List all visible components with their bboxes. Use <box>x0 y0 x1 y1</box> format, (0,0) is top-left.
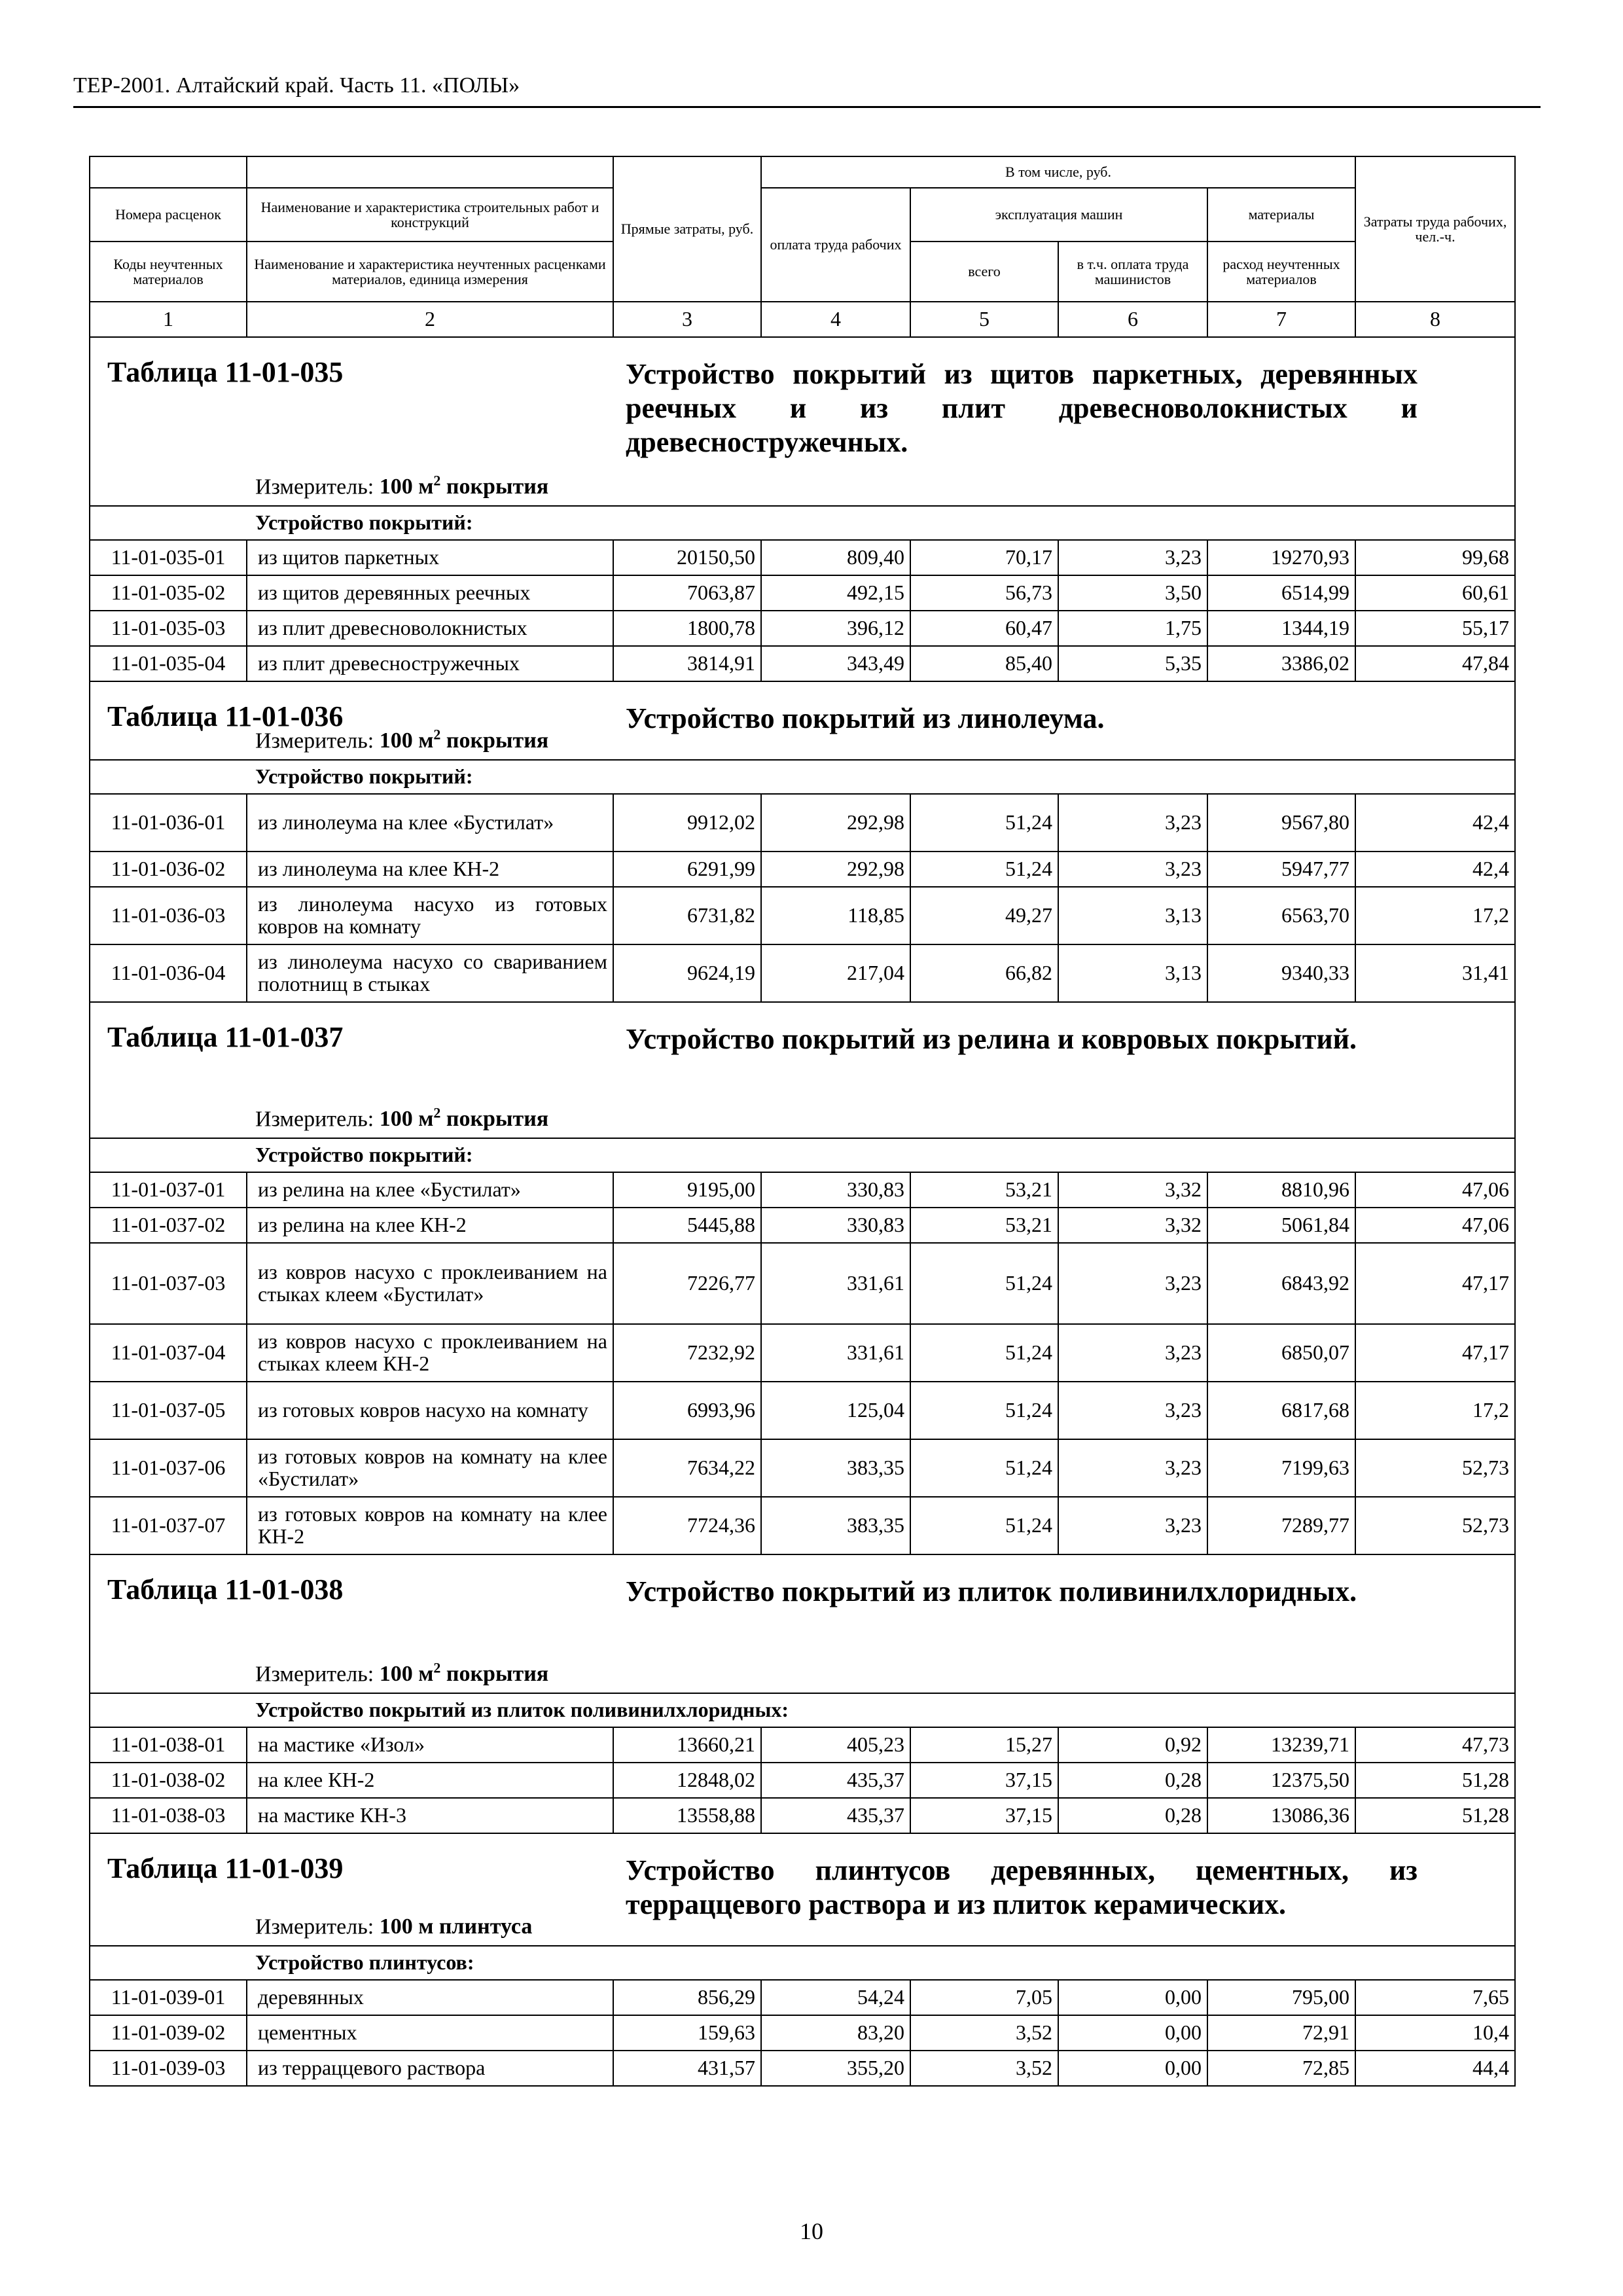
measure-suffix: покрытия <box>440 1662 549 1687</box>
rate-code-cell: 11-01-038-01 <box>90 1727 247 1763</box>
rate-name-cell: цементных <box>247 2015 613 2051</box>
machines-total-cell: 15,27 <box>910 1727 1058 1763</box>
table-title-cell <box>90 337 1515 506</box>
column-number: 1 <box>90 302 247 337</box>
materials-cell: 6817,68 <box>1207 1382 1355 1439</box>
table-label: Таблица 11-01-035 <box>107 356 344 388</box>
machines-total-cell: 85,40 <box>910 646 1058 681</box>
materials-cell: 795,00 <box>1207 1980 1355 2015</box>
direct-costs-cell: 856,29 <box>613 1980 761 2015</box>
measure-unit <box>255 1105 548 1131</box>
machines-total-cell: 70,17 <box>910 540 1058 575</box>
direct-costs-cell: 6291,99 <box>613 852 761 887</box>
rate-code-cell: 11-01-038-02 <box>90 1763 247 1798</box>
worker-pay-cell: 355,20 <box>761 2051 910 2086</box>
table-title: Устройство плинтусов деревянных, цементных, из терраццевого раствора и из плиток керамических. <box>626 1854 1418 1920</box>
machines-total-cell: 51,24 <box>910 852 1058 887</box>
rate-name-cell: на клее КН-2 <box>247 1763 613 1798</box>
machines-total-cell: 60,47 <box>910 611 1058 646</box>
rate-code-cell: 11-01-036-01 <box>90 794 247 852</box>
machines-total-cell: 66,82 <box>910 944 1058 1002</box>
measure-suffix: покрытия <box>440 475 549 499</box>
labor-hours-cell: 99,68 <box>1355 540 1515 575</box>
measure-value-text: 100 м <box>379 475 434 499</box>
table-row <box>90 1172 1515 1208</box>
labor-hours-cell: 44,4 <box>1355 2051 1515 2086</box>
materials-cell: 6514,99 <box>1207 575 1355 611</box>
rate-name-cell: на мастике «Изол» <box>247 1727 613 1763</box>
rate-code-cell: 11-01-037-06 <box>90 1439 247 1497</box>
machinist-pay-cell: 0,00 <box>1058 1980 1207 2015</box>
table-title-cell <box>90 681 1515 760</box>
measure-prefix: Измеритель: <box>255 1107 374 1132</box>
machinist-pay-cell: 3,23 <box>1058 1243 1207 1324</box>
column-number: 7 <box>1207 302 1355 337</box>
labor-hours-cell: 47,17 <box>1355 1324 1515 1382</box>
subheading-row <box>90 760 1515 794</box>
table-row <box>90 1243 1515 1324</box>
table-label: Таблица 11-01-039 <box>107 1852 344 1884</box>
machines-total-cell: 51,24 <box>910 1497 1058 1554</box>
worker-pay-cell: 83,20 <box>761 2015 910 2051</box>
labor-hours-cell: 52,73 <box>1355 1497 1515 1554</box>
labor-hours-cell: 51,28 <box>1355 1763 1515 1798</box>
column-number: 3 <box>613 302 761 337</box>
materials-cell: 5061,84 <box>1207 1208 1355 1243</box>
labor-hours-cell: 42,4 <box>1355 794 1515 852</box>
header-material-consumption: расход неучтенных материалов <box>1207 242 1355 302</box>
rate-code-cell: 11-01-037-03 <box>90 1243 247 1324</box>
machinist-pay-cell: 3,13 <box>1058 944 1207 1002</box>
direct-costs-cell: 7226,77 <box>613 1243 761 1324</box>
direct-costs-cell: 3814,91 <box>613 646 761 681</box>
header-row-1 <box>90 156 1515 188</box>
measure-unit <box>255 727 548 753</box>
measure-superscript: 2 <box>433 1104 441 1121</box>
machines-total-cell: 51,24 <box>910 794 1058 852</box>
worker-pay-cell: 54,24 <box>761 1980 910 2015</box>
machines-total-cell: 51,24 <box>910 1439 1058 1497</box>
machines-total-cell: 3,52 <box>910 2051 1058 2086</box>
worker-pay-cell: 396,12 <box>761 611 910 646</box>
rate-name-cell: из готовых ковров на комнату на клее «Бустилат» <box>247 1439 613 1497</box>
table-row <box>90 611 1515 646</box>
worker-pay-cell: 292,98 <box>761 852 910 887</box>
table-title: Устройство покрытий из щитов паркетных, деревянных реечных и из плит древесноволокнистых и древесностружечных. <box>626 358 1418 458</box>
header-machines-group: эксплуатация машин <box>910 188 1207 242</box>
table-title-cell <box>90 1833 1515 1946</box>
table-row <box>90 1382 1515 1439</box>
machinist-pay-cell: 3,23 <box>1058 794 1207 852</box>
table-label: Таблица 11-01-038 <box>107 1573 344 1605</box>
machinist-pay-cell: 0,00 <box>1058 2015 1207 2051</box>
measure-value <box>380 728 549 753</box>
rate-name-cell: из плит древесноволокнистых <box>247 611 613 646</box>
labor-hours-cell: 7,65 <box>1355 1980 1515 2015</box>
direct-costs-cell: 13558,88 <box>613 1798 761 1833</box>
machines-total-cell: 49,27 <box>910 887 1058 944</box>
table-title-box <box>90 1834 1514 1945</box>
table-title-box <box>90 1003 1514 1138</box>
table-row <box>90 1208 1515 1243</box>
worker-pay-cell: 292,98 <box>761 794 910 852</box>
machinist-pay-cell: 3,13 <box>1058 887 1207 944</box>
measure-value <box>379 1659 549 1687</box>
labor-hours-cell: 47,84 <box>1355 646 1515 681</box>
worker-pay-cell: 383,35 <box>761 1497 910 1554</box>
direct-costs-cell: 1800,78 <box>613 611 761 646</box>
machinist-pay-cell: 3,23 <box>1058 540 1207 575</box>
worker-pay-cell: 217,04 <box>761 944 910 1002</box>
direct-costs-cell: 13660,21 <box>613 1727 761 1763</box>
subheading-row <box>90 506 1515 540</box>
rate-name-cell: из линолеума насухо со свариванием полотнищ в стыках <box>247 944 613 1002</box>
labor-hours-cell: 10,4 <box>1355 2015 1515 2051</box>
materials-cell: 13086,36 <box>1207 1798 1355 1833</box>
table-row <box>90 1324 1515 1382</box>
rate-name-cell: из ковров насухо с проклеиванием на стыках клеем «Бустилат» <box>247 1243 613 1324</box>
labor-hours-cell: 55,17 <box>1355 611 1515 646</box>
measure-value <box>379 472 549 499</box>
worker-pay-cell: 383,35 <box>761 1439 910 1497</box>
table-title: Устройство покрытий из линолеума. <box>626 702 1105 734</box>
header-group-including: В том числе, руб. <box>761 156 1355 188</box>
labor-hours-cell: 17,2 <box>1355 887 1515 944</box>
rate-name-cell: из релина на клее КН-2 <box>247 1208 613 1243</box>
machinist-pay-cell: 0,28 <box>1058 1798 1207 1833</box>
materials-cell: 6843,92 <box>1207 1243 1355 1324</box>
table-row <box>90 1798 1515 1833</box>
subheading: Устройство плинтусов: <box>90 1946 1515 1980</box>
direct-costs-cell: 6731,82 <box>613 887 761 944</box>
page-number: 10 <box>800 2218 823 2244</box>
header-worker-pay: оплата труда рабочих <box>761 188 910 302</box>
rate-code-cell: 11-01-036-03 <box>90 887 247 944</box>
table-row <box>90 1727 1515 1763</box>
machinist-pay-cell: 0,92 <box>1058 1727 1207 1763</box>
table-row <box>90 1763 1515 1798</box>
column-number: 5 <box>910 302 1058 337</box>
machinist-pay-cell: 0,00 <box>1058 2051 1207 2086</box>
direct-costs-cell: 20150,50 <box>613 540 761 575</box>
machinist-pay-cell: 3,32 <box>1058 1172 1207 1208</box>
direct-costs-cell: 5445,88 <box>613 1208 761 1243</box>
measure-suffix: покрытия <box>440 1107 549 1132</box>
worker-pay-cell: 330,83 <box>761 1172 910 1208</box>
materials-cell: 3386,02 <box>1207 646 1355 681</box>
labor-hours-cell: 47,73 <box>1355 1727 1515 1763</box>
table-title-box <box>90 338 1514 505</box>
rate-name-cell: из плит древесностружечных <box>247 646 613 681</box>
rates-table <box>89 156 1516 2087</box>
measure-value-text: 100 м <box>379 1107 434 1132</box>
worker-pay-cell: 125,04 <box>761 1382 910 1439</box>
header-rule <box>73 106 1541 108</box>
rate-code-cell: 11-01-035-02 <box>90 575 247 611</box>
materials-cell: 72,85 <box>1207 2051 1355 2086</box>
materials-cell: 12375,50 <box>1207 1763 1355 1798</box>
running-header: ТЕР-2001. Алтайский край. Часть 11. «ПОЛЫ» <box>73 73 520 98</box>
materials-cell: 19270,93 <box>1207 540 1355 575</box>
machines-total-cell: 51,24 <box>910 1382 1058 1439</box>
table-title-row <box>90 337 1515 506</box>
rate-code-cell: 11-01-035-03 <box>90 611 247 646</box>
rate-name-cell: из ковров насухо с проклеиванием на стыках клеем КН-2 <box>247 1324 613 1382</box>
rate-name-cell: деревянных <box>247 1980 613 2015</box>
worker-pay-cell: 343,49 <box>761 646 910 681</box>
rate-code-cell: 11-01-036-02 <box>90 852 247 887</box>
table-title-cell <box>90 1554 1515 1693</box>
column-number-row <box>90 302 1515 337</box>
rate-code-cell: 11-01-035-01 <box>90 540 247 575</box>
machinist-pay-cell: 3,50 <box>1058 575 1207 611</box>
measure-prefix: Измеритель: <box>255 475 374 499</box>
rate-code-cell: 11-01-036-04 <box>90 944 247 1002</box>
measure-value-text: 100 м <box>379 1662 434 1687</box>
machines-total-cell: 51,24 <box>910 1243 1058 1324</box>
measure-value <box>380 1914 533 1939</box>
direct-costs-cell: 12848,02 <box>613 1763 761 1798</box>
machines-total-cell: 7,05 <box>910 1980 1058 2015</box>
header-row-2 <box>90 188 1515 242</box>
table-title-row <box>90 1833 1515 1946</box>
header-machinist-pay: в т.ч. оплата труда машинистов <box>1058 242 1207 302</box>
header-material-name: Наименование и характеристика неучтенных расценками материалов, единица измерения <box>247 242 613 302</box>
table-title-row <box>90 1554 1515 1693</box>
machinist-pay-cell: 5,35 <box>1058 646 1207 681</box>
machinist-pay-cell: 3,23 <box>1058 852 1207 887</box>
header-work-name: Наименование и характеристика строительных работ и конструкций <box>247 188 613 242</box>
table-title-cell <box>90 1002 1515 1138</box>
header-materials-group: материалы <box>1207 188 1355 242</box>
rate-name-cell: на мастике КН-3 <box>247 1798 613 1833</box>
rate-name-cell: из релина на клее «Бустилат» <box>247 1172 613 1208</box>
measure-unit <box>255 1913 532 1939</box>
labor-hours-cell: 51,28 <box>1355 1798 1515 1833</box>
direct-costs-cell: 7232,92 <box>613 1324 761 1382</box>
rate-name-cell: из готовых ковров на комнату на клее КН-2 <box>247 1497 613 1554</box>
labor-hours-cell: 47,06 <box>1355 1208 1515 1243</box>
table-title-row <box>90 681 1515 760</box>
column-number: 8 <box>1355 302 1515 337</box>
materials-cell: 9567,80 <box>1207 794 1355 852</box>
worker-pay-cell: 809,40 <box>761 540 910 575</box>
table-row <box>90 2015 1515 2051</box>
materials-cell: 1344,19 <box>1207 611 1355 646</box>
worker-pay-cell: 405,23 <box>761 1727 910 1763</box>
direct-costs-cell: 7634,22 <box>613 1439 761 1497</box>
rate-name-cell: из щитов деревянных реечных <box>247 575 613 611</box>
labor-hours-cell: 60,61 <box>1355 575 1515 611</box>
rate-name-cell: из линолеума на клее «Бустилат» <box>247 794 613 852</box>
measure-unit <box>255 1660 548 1686</box>
subheading: Устройство покрытий: <box>90 506 1515 540</box>
rate-code-cell: 11-01-037-04 <box>90 1324 247 1382</box>
labor-hours-cell: 47,17 <box>1355 1243 1515 1324</box>
materials-cell: 5947,77 <box>1207 852 1355 887</box>
rate-name-cell: из щитов паркетных <box>247 540 613 575</box>
rate-code-cell: 11-01-037-02 <box>90 1208 247 1243</box>
subheading-row <box>90 1138 1515 1172</box>
measure-prefix: Измеритель: <box>255 728 374 753</box>
direct-costs-cell: 9912,02 <box>613 794 761 852</box>
worker-pay-cell: 435,37 <box>761 1763 910 1798</box>
measure-value-text: 100 м плинтуса <box>379 1914 533 1939</box>
labor-hours-cell: 42,4 <box>1355 852 1515 887</box>
subheading-row <box>90 1693 1515 1727</box>
direct-costs-cell: 6993,96 <box>613 1382 761 1439</box>
measure-superscript: 2 <box>433 472 441 489</box>
machines-total-cell: 37,15 <box>910 1798 1058 1833</box>
labor-hours-cell: 52,73 <box>1355 1439 1515 1497</box>
worker-pay-cell: 331,61 <box>761 1324 910 1382</box>
subheading: Устройство покрытий из плиток поливинилхлоридных: <box>90 1693 1515 1727</box>
direct-costs-cell: 9624,19 <box>613 944 761 1002</box>
table-row <box>90 646 1515 681</box>
rate-code-cell: 11-01-038-03 <box>90 1798 247 1833</box>
subheading: Устройство покрытий: <box>90 760 1515 794</box>
measure-unit <box>255 473 548 499</box>
machines-total-cell: 56,73 <box>910 575 1058 611</box>
machines-total-cell: 51,24 <box>910 1324 1058 1382</box>
table-label: Таблица 11-01-036 <box>107 700 344 732</box>
table-row <box>90 852 1515 887</box>
worker-pay-cell: 331,61 <box>761 1243 910 1324</box>
materials-cell: 7199,63 <box>1207 1439 1355 1497</box>
header-machines-total: всего <box>910 242 1058 302</box>
table-title: Устройство покрытий из плиток поливинилхлоридных. <box>626 1575 1357 1607</box>
table-body <box>90 156 1515 2086</box>
table-row <box>90 1439 1515 1497</box>
labor-hours-cell: 31,41 <box>1355 944 1515 1002</box>
machines-total-cell: 53,21 <box>910 1172 1058 1208</box>
worker-pay-cell: 435,37 <box>761 1798 910 1833</box>
materials-cell: 8810,96 <box>1207 1172 1355 1208</box>
materials-cell: 13239,71 <box>1207 1727 1355 1763</box>
machines-total-cell: 3,52 <box>910 2015 1058 2051</box>
machinist-pay-cell: 1,75 <box>1058 611 1207 646</box>
measure-superscript: 2 <box>433 726 441 743</box>
labor-hours-cell: 47,06 <box>1355 1172 1515 1208</box>
table-row <box>90 2051 1515 2086</box>
rate-code-cell: 11-01-037-07 <box>90 1497 247 1554</box>
table-row <box>90 794 1515 852</box>
rate-code-cell: 11-01-039-01 <box>90 1980 247 2015</box>
measure-value <box>379 1104 549 1132</box>
rate-code-cell: 11-01-035-04 <box>90 646 247 681</box>
machinist-pay-cell: 3,23 <box>1058 1497 1207 1554</box>
direct-costs-cell: 9195,00 <box>613 1172 761 1208</box>
rate-name-cell: из линолеума на клее КН-2 <box>247 852 613 887</box>
table-row <box>90 1980 1515 2015</box>
materials-cell: 72,91 <box>1207 2015 1355 2051</box>
measure-value-text: 100 м <box>379 728 434 753</box>
machinist-pay-cell: 3,23 <box>1058 1324 1207 1382</box>
measure-prefix: Измеритель: <box>255 1914 374 1939</box>
rate-name-cell: из линолеума насухо из готовых ковров на комнату <box>247 887 613 944</box>
labor-hours-cell: 17,2 <box>1355 1382 1515 1439</box>
table-label: Таблица 11-01-037 <box>107 1021 344 1053</box>
rate-code-cell: 11-01-037-01 <box>90 1172 247 1208</box>
column-number: 4 <box>761 302 910 337</box>
worker-pay-cell: 118,85 <box>761 887 910 944</box>
subheading-row <box>90 1946 1515 1980</box>
materials-cell: 6563,70 <box>1207 887 1355 944</box>
rate-code-cell: 11-01-037-05 <box>90 1382 247 1439</box>
column-number: 6 <box>1058 302 1207 337</box>
header-rate-numbers: Номера расценок <box>90 188 247 242</box>
rate-name-cell: из терраццевого раствора <box>247 2051 613 2086</box>
machinist-pay-cell: 3,23 <box>1058 1439 1207 1497</box>
direct-costs-cell: 431,57 <box>613 2051 761 2086</box>
machinist-pay-cell: 0,28 <box>1058 1763 1207 1798</box>
header-direct-costs: Прямые затраты, руб. <box>613 156 761 302</box>
machinist-pay-cell: 3,32 <box>1058 1208 1207 1243</box>
table-row <box>90 887 1515 944</box>
measure-superscript: 2 <box>433 1659 441 1676</box>
column-number: 2 <box>247 302 613 337</box>
materials-cell: 7289,77 <box>1207 1497 1355 1554</box>
table-row <box>90 575 1515 611</box>
measure-prefix: Измеритель: <box>255 1662 374 1687</box>
machines-total-cell: 37,15 <box>910 1763 1058 1798</box>
rate-code-cell: 11-01-039-03 <box>90 2051 247 2086</box>
table-title: Устройство покрытий из релина и ковровых покрытий. <box>626 1023 1357 1055</box>
worker-pay-cell: 492,15 <box>761 575 910 611</box>
machinist-pay-cell: 3,23 <box>1058 1382 1207 1439</box>
subheading: Устройство покрытий: <box>90 1138 1515 1172</box>
measure-suffix: покрытия <box>440 728 549 753</box>
table-row <box>90 1497 1515 1554</box>
header-material-codes: Коды неучтенных материалов <box>90 242 247 302</box>
table-title-box <box>90 1555 1514 1693</box>
header-labor-hours: Затраты труда рабочих, чел.-ч. <box>1355 156 1515 302</box>
materials-cell: 9340,33 <box>1207 944 1355 1002</box>
rate-name-cell: из готовых ковров насухо на комнату <box>247 1382 613 1439</box>
table-row <box>90 540 1515 575</box>
table-title-box <box>90 682 1514 759</box>
table-row <box>90 944 1515 1002</box>
machines-total-cell: 53,21 <box>910 1208 1058 1243</box>
direct-costs-cell: 159,63 <box>613 2015 761 2051</box>
direct-costs-cell: 7063,87 <box>613 575 761 611</box>
materials-cell: 6850,07 <box>1207 1324 1355 1382</box>
rate-code-cell: 11-01-039-02 <box>90 2015 247 2051</box>
direct-costs-cell: 7724,36 <box>613 1497 761 1554</box>
table-title-row <box>90 1002 1515 1138</box>
worker-pay-cell: 330,83 <box>761 1208 910 1243</box>
